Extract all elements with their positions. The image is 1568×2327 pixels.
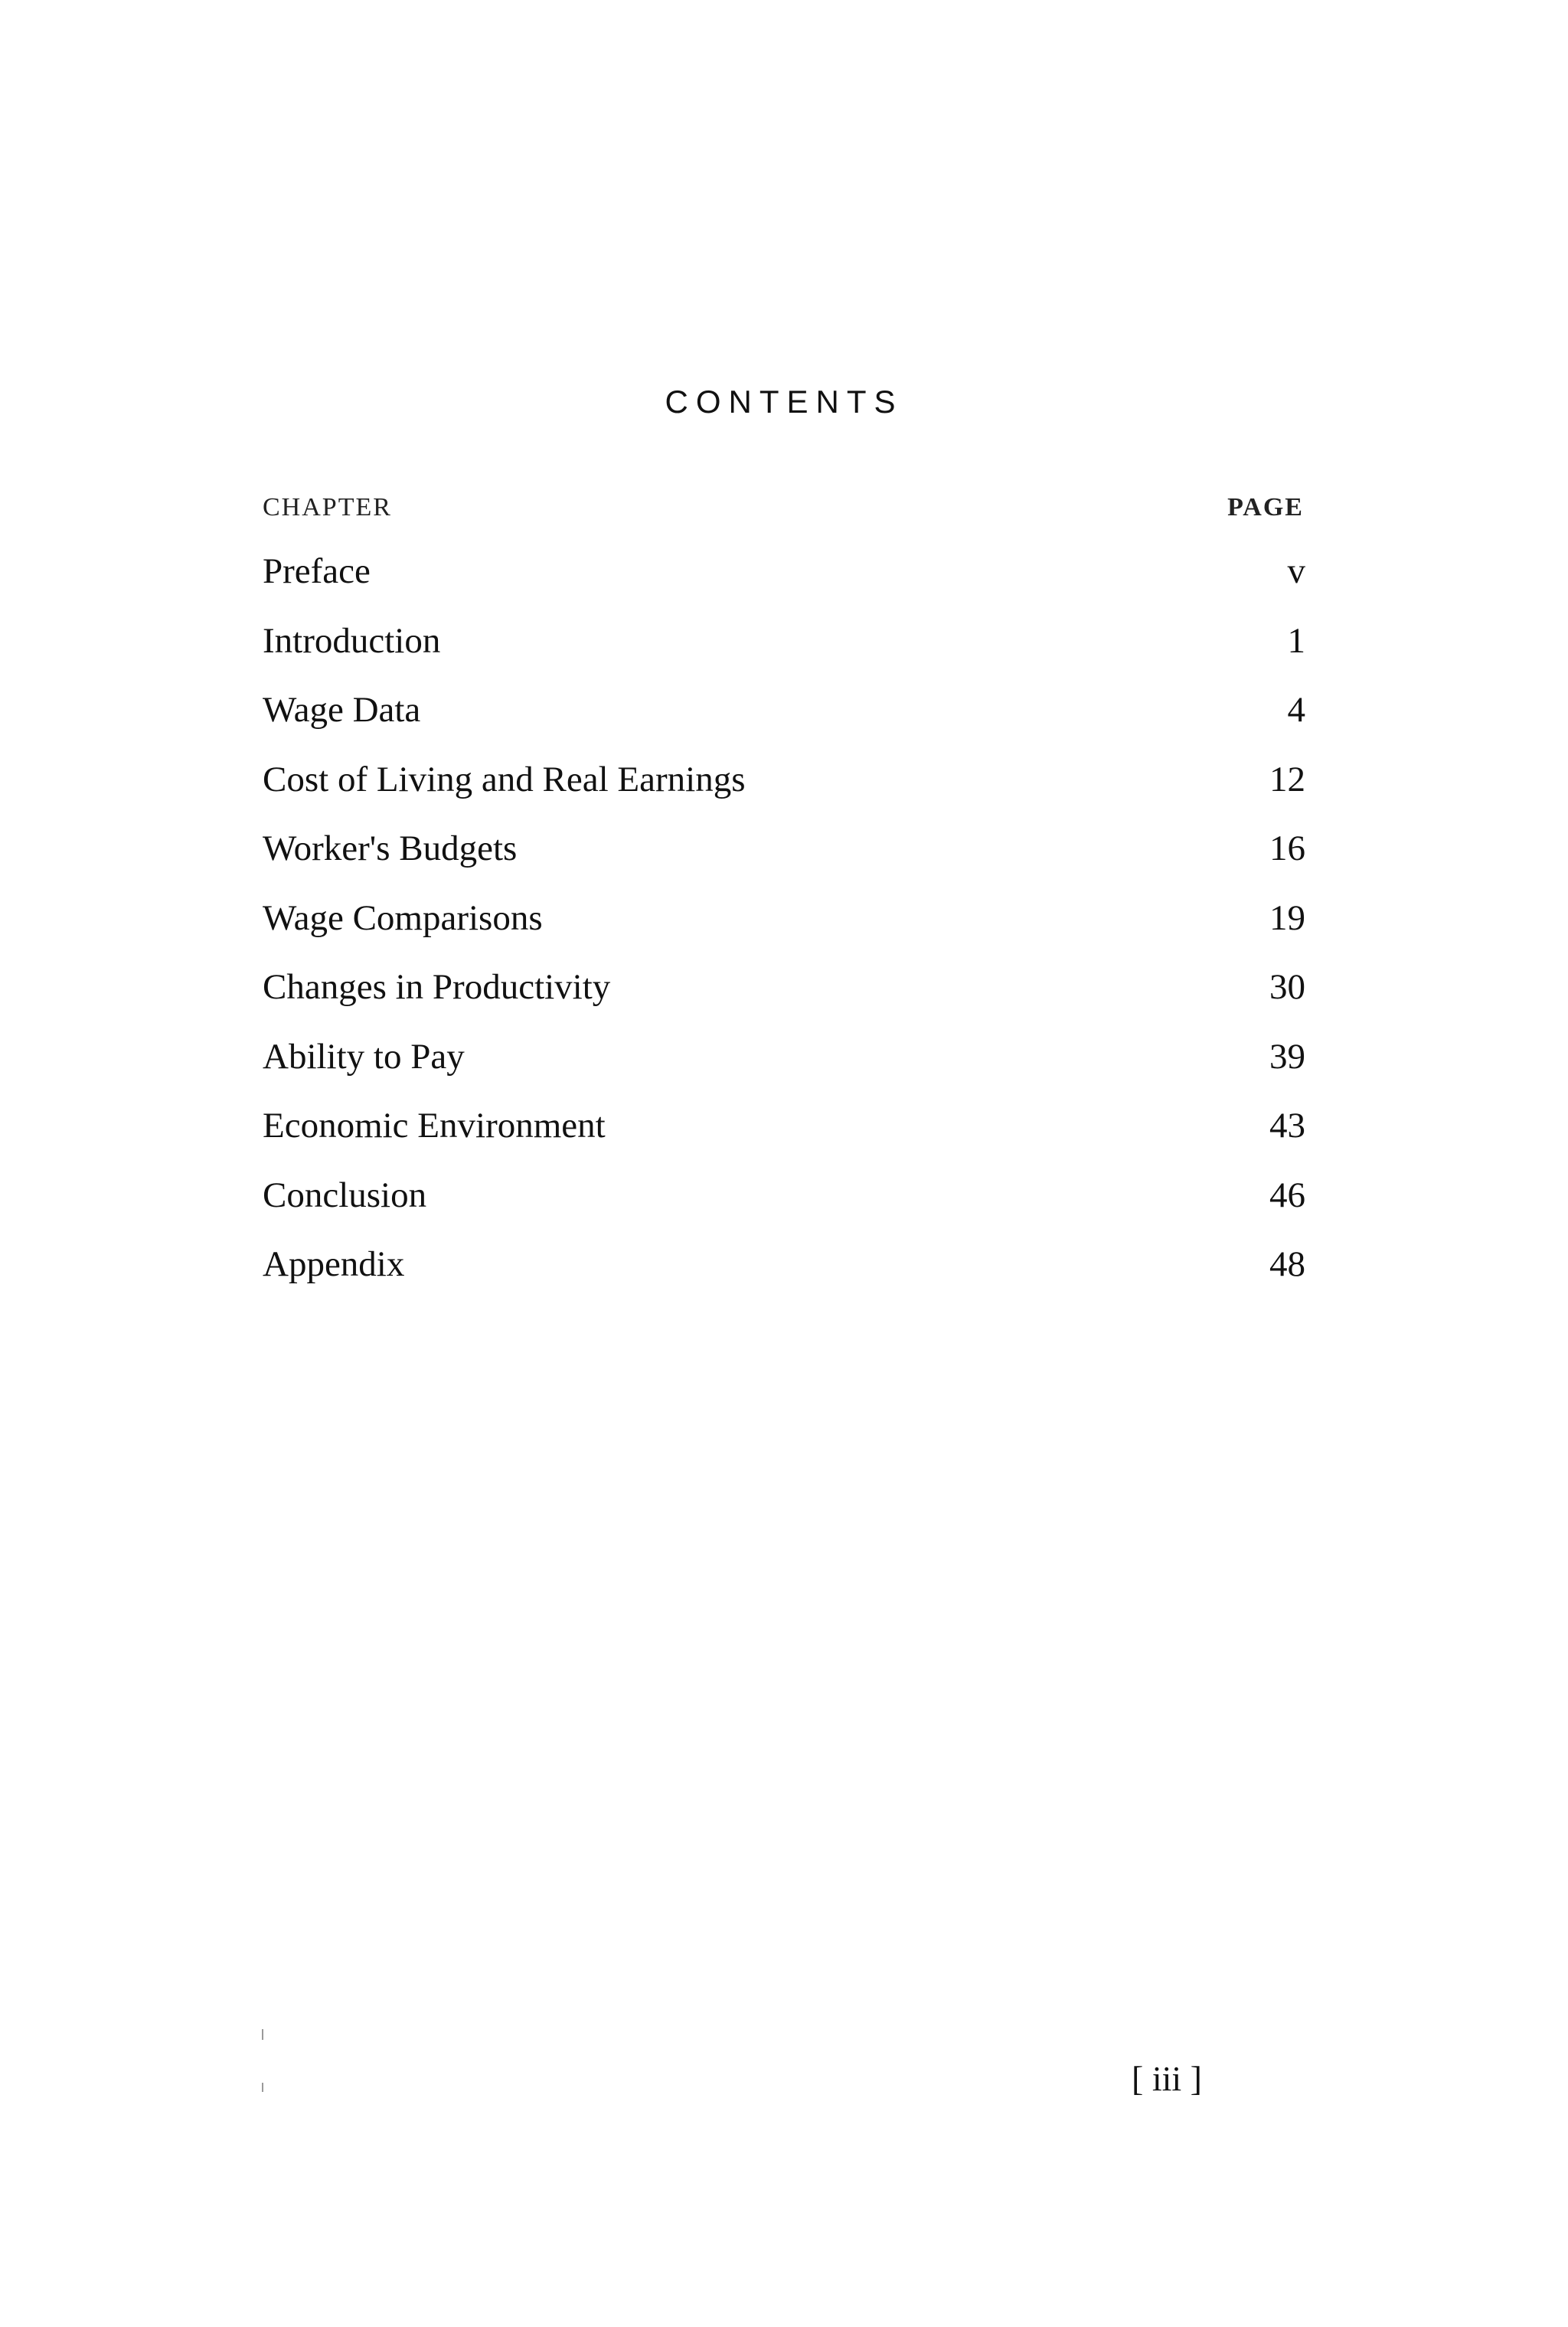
- toc-entry: [263, 684, 1305, 753]
- toc-entry-title: Introduction: [263, 620, 441, 661]
- toc-entry: [263, 892, 1305, 962]
- page-column-header: PAGE: [1227, 493, 1304, 521]
- toc-entry: [263, 753, 1305, 823]
- toc-entry: [263, 1100, 1305, 1169]
- scan-artifact: [262, 2083, 263, 2092]
- toc-entry-title: Ability to Pay: [263, 1036, 465, 1077]
- toc-entry-title: Wage Data: [263, 690, 421, 730]
- toc-entry: [263, 961, 1305, 1031]
- toc-entry: [263, 1169, 1305, 1239]
- toc-entry-title: Preface: [263, 551, 371, 591]
- toc-entry: [263, 545, 1305, 615]
- page-number: [ iii ]: [1132, 2059, 1202, 2098]
- toc-entry: [263, 1031, 1305, 1100]
- toc-entry-page: 39: [1269, 1036, 1305, 1077]
- toc-entry-page: 19: [1269, 897, 1305, 938]
- toc-entry: [263, 615, 1305, 685]
- toc-entry-title: Wage Comparisons: [263, 897, 543, 938]
- toc-entry-title: Changes in Productivity: [263, 967, 611, 1007]
- toc-entry-title: Cost of Living and Real Earnings: [263, 759, 746, 799]
- toc-entry-page: 43: [1269, 1106, 1305, 1146]
- toc-entry-page: 48: [1269, 1244, 1305, 1284]
- toc-entry-page: 16: [1269, 829, 1305, 868]
- toc-entry-page: v: [1287, 551, 1305, 591]
- toc-entry-title: Conclusion: [263, 1175, 427, 1215]
- toc-entry: [263, 822, 1305, 892]
- toc-entry-page: 1: [1287, 620, 1305, 661]
- toc-list: [263, 545, 1305, 1308]
- toc-entry: [263, 1238, 1305, 1308]
- page-title: CONTENTS: [665, 384, 903, 420]
- toc-entry-page: 46: [1269, 1175, 1305, 1215]
- chapter-column-header: CHAPTER: [263, 493, 392, 521]
- toc-entry-page: 30: [1269, 967, 1305, 1007]
- toc-entry-title: Appendix: [263, 1244, 405, 1284]
- toc-entry-page: 4: [1287, 690, 1305, 730]
- scan-artifact: [262, 2029, 263, 2040]
- toc-entry-page: 12: [1269, 759, 1305, 799]
- toc-entry-title: Worker's Budgets: [263, 829, 518, 868]
- toc-entry-title: Economic Environment: [263, 1106, 606, 1146]
